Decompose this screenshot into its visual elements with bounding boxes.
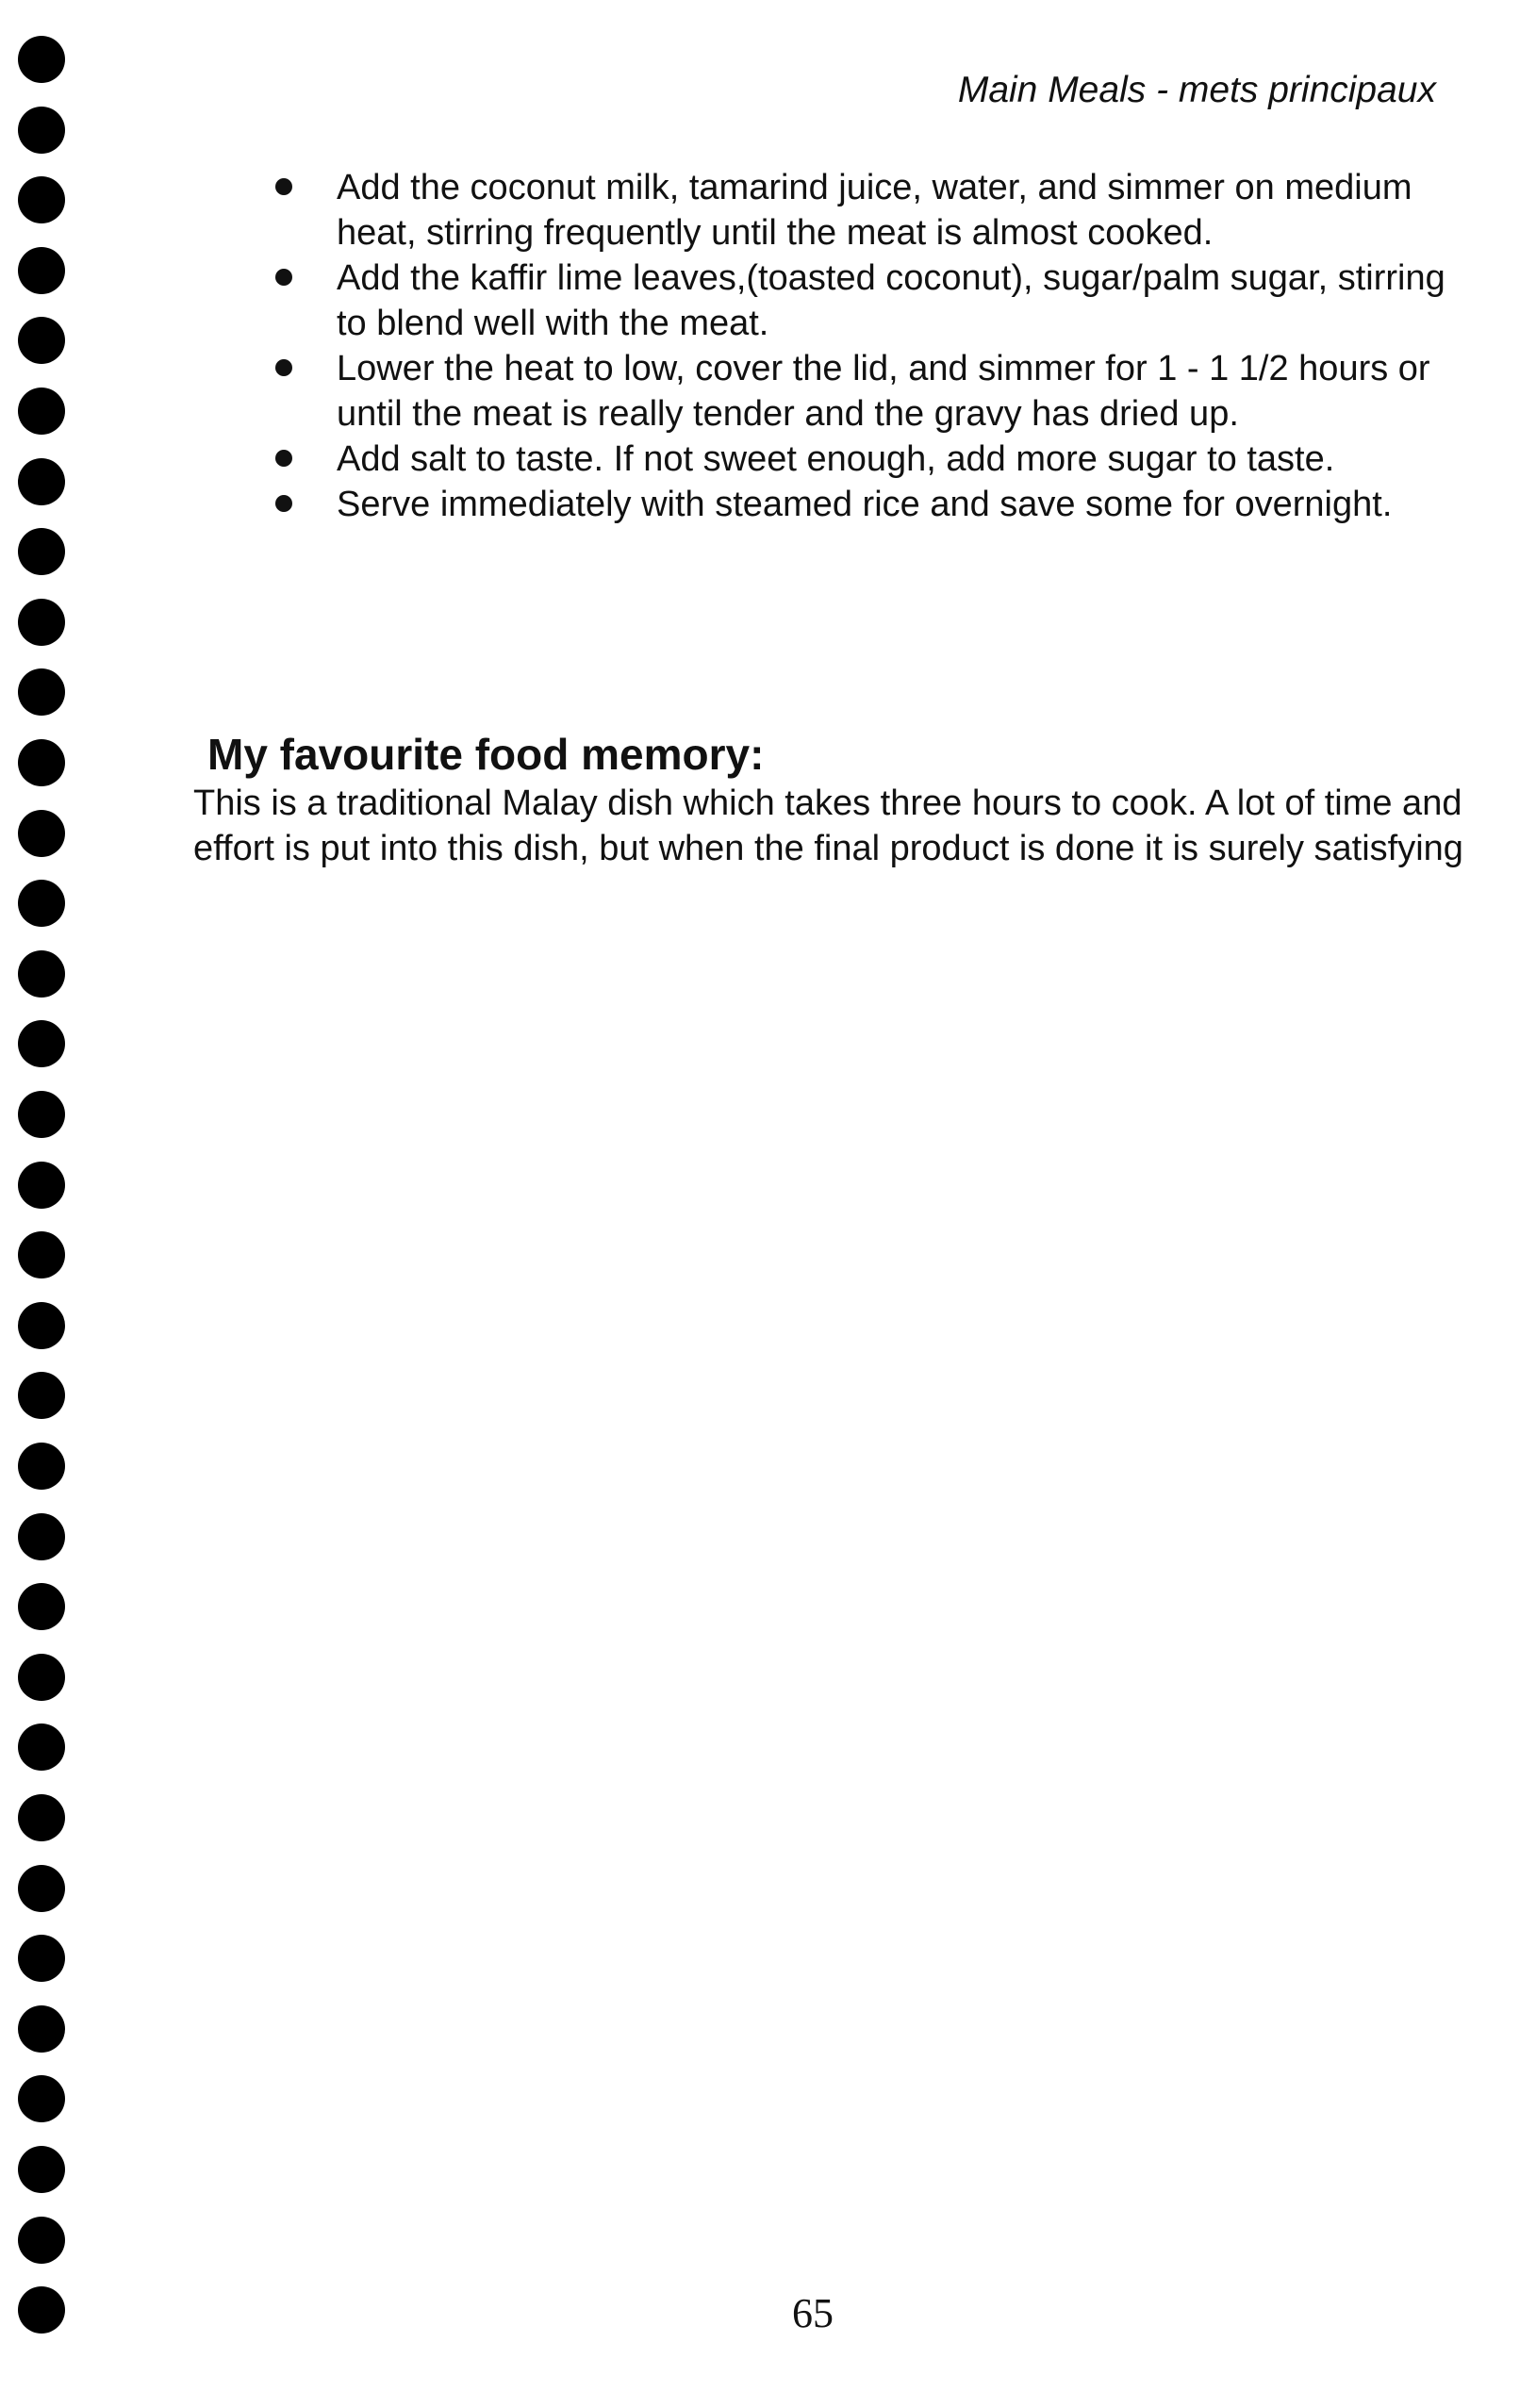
section-header: Main Meals - mets principaux [957, 70, 1436, 110]
method-step-text: Add salt to taste. If not sweet enough, add more sugar to taste. [337, 439, 1335, 479]
method-step [266, 482, 1463, 527]
binding-hole [18, 528, 65, 575]
method-step-text: Add the kaffir lime leaves,(toasted coconut), sugar/palm sugar, stirring to blend well with the meat. [337, 258, 1445, 343]
method-step [266, 165, 1463, 256]
binding-hole [18, 388, 65, 435]
food-memory-text: This is a traditional Malay dish which takes three hours to cook. A lot of time and effort is put into this dish, but when the final product is done it is surely satisfying [193, 783, 1463, 868]
binding-hole [18, 176, 65, 223]
binding-hole [18, 1935, 65, 1982]
binding-hole [18, 1724, 65, 1771]
binding-hole [18, 1231, 65, 1278]
binding-hole [18, 1794, 65, 1841]
page-number: 65 [792, 2290, 834, 2336]
binding-hole [18, 1654, 65, 1701]
bullet-icon [275, 359, 292, 376]
binding-hole [18, 1865, 65, 1912]
bullet-icon [275, 450, 292, 467]
bullet-icon [275, 269, 292, 286]
binding-hole [18, 107, 65, 154]
binding-hole [18, 2005, 65, 2053]
binding-hole [18, 668, 65, 716]
binding-hole [18, 247, 65, 294]
binding-hole [18, 599, 65, 646]
binding-hole [18, 2075, 65, 2122]
binding-hole [18, 2217, 65, 2264]
bullet-icon [275, 178, 292, 195]
binding-hole [18, 1162, 65, 1209]
binding-hole [18, 1302, 65, 1349]
binding-hole [18, 1443, 65, 1490]
method-step [266, 346, 1463, 437]
binding-hole [18, 458, 65, 505]
binding-hole [18, 1513, 65, 1560]
binding-hole [18, 1020, 65, 1067]
method-step-text: Add the coconut milk, tamarind juice, water, and simmer on medium heat, stirring frequently until the meat is almost cooked. [337, 168, 1412, 253]
method-step [266, 437, 1463, 482]
method-step-text: Lower the heat to low, cover the lid, and simmer for 1 - 1 1/2 hours or until the meat is really tender and the gravy has dried up. [337, 349, 1430, 434]
binding-hole [18, 950, 65, 998]
binding-hole [18, 317, 65, 364]
binding-hole [18, 810, 65, 857]
spiral-binding [18, 36, 73, 2393]
bullet-icon [275, 495, 292, 512]
food-memory-heading: My favourite food memory: [207, 730, 765, 779]
binding-hole [18, 1372, 65, 1419]
binding-hole [18, 1091, 65, 1138]
binding-hole [18, 2146, 65, 2193]
binding-hole [18, 36, 65, 83]
method-step-text: Serve immediately with steamed rice and save some for overnight. [337, 485, 1393, 524]
binding-hole [18, 1583, 65, 1630]
binding-hole [18, 880, 65, 927]
binding-hole [18, 739, 65, 786]
method-step [266, 256, 1463, 346]
binding-hole [18, 2286, 65, 2334]
method-steps-list [266, 165, 1463, 527]
